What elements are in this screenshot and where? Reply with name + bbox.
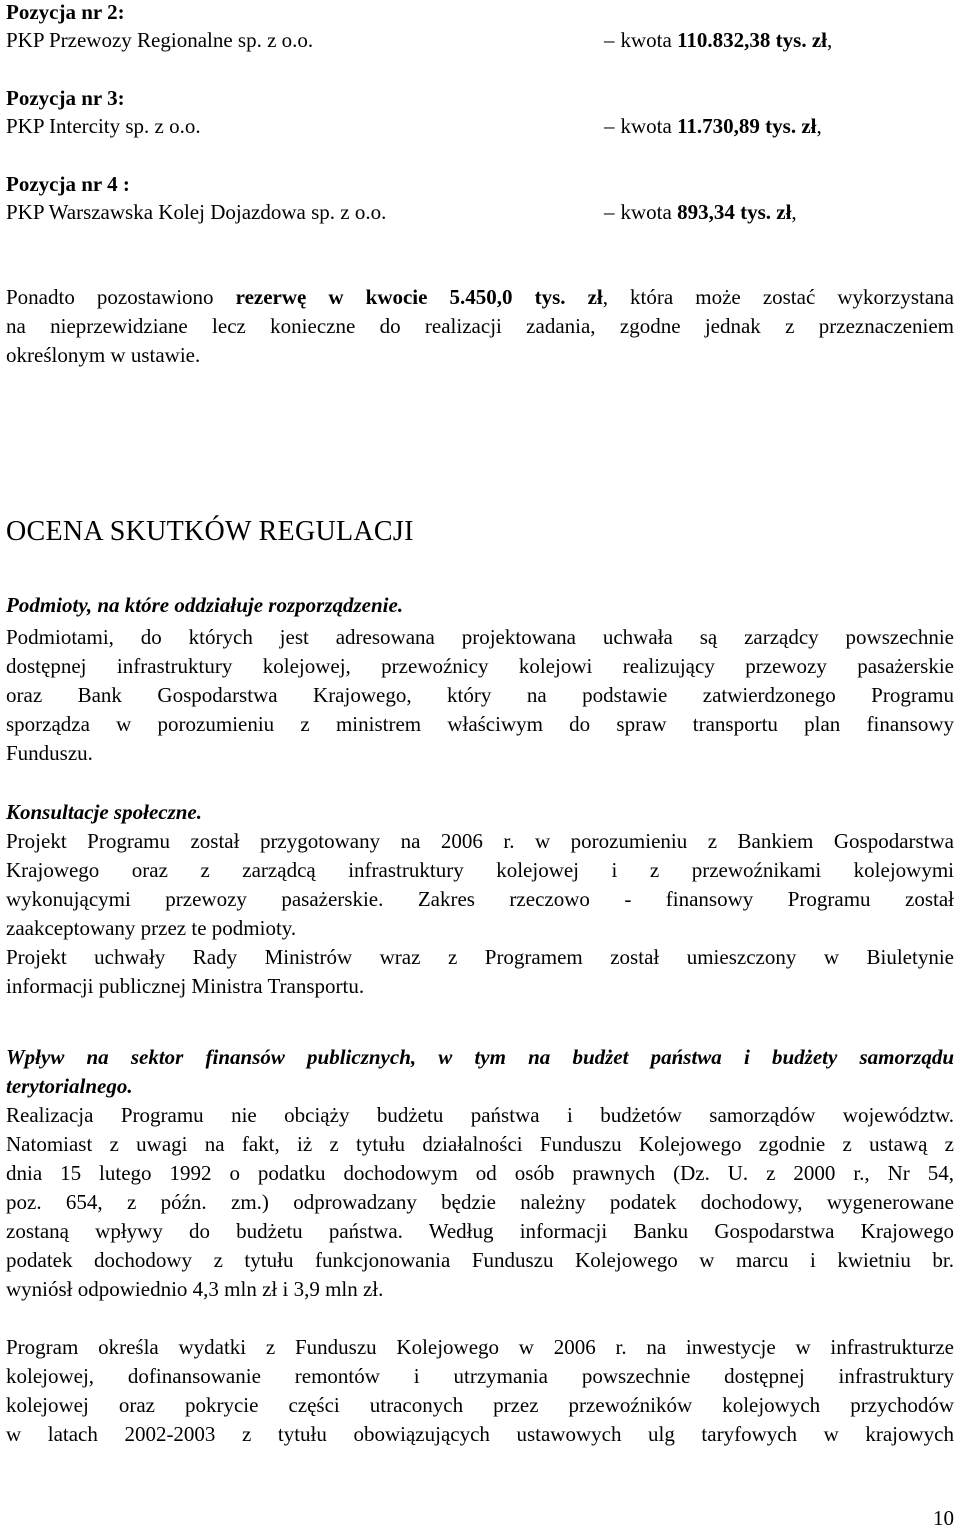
position-company: PKP Przewozy Regionalne sp. z o.o. <box>6 28 314 52</box>
position-company: PKP Warszawska Kolej Dojazdowa sp. z o.o. <box>6 200 387 224</box>
subjects-title: Podmioty, na które oddziałuje rozporządzenie. <box>6 593 404 617</box>
text-line: Podmiotami, do których jest adresowana projektowana uchwała są zarządcy powszechnie <box>6 625 954 649</box>
text-line: wyniósł odpowiednio 4,3 mln zł i 3,9 mln zł. <box>6 1277 384 1301</box>
text-line: kolejowej oraz pokrycie części utraconych przez przewoźników kolejowych przychodów <box>6 1393 954 1417</box>
text-line: Program określa wydatki z Funduszu Kolejowego w 2006 r. na inwestycje w infrastrukturze <box>6 1335 954 1359</box>
position-title: Pozycja nr 2: <box>6 0 125 24</box>
text-line: oraz Bank Gospodarstwa Krajowego, który na podstawie zatwierdzonego Programu <box>6 683 954 707</box>
consultations-paragraph <box>6 827 954 1001</box>
subjects-paragraph <box>6 623 954 768</box>
text-line: kolejowej, dofinansowanie remontów i utrzymania powszechnie dostępnej infrastruktury <box>6 1364 954 1388</box>
text-line: zaakceptowany przez te podmioty. <box>6 916 297 940</box>
impact-title <box>6 1043 954 1101</box>
text-line: Realizacja Programu nie obciąży budżetu państwa i budżetów samorządów województw. <box>6 1103 954 1127</box>
position-amount: – kwota 110.832,38 tys. zł, <box>604 28 833 52</box>
text-line: podatek dochodowy z tytułu funkcjonowania Funduszu Kolejowego w marcu i kwietniu br. <box>6 1248 954 1272</box>
program-paragraph <box>6 1333 954 1449</box>
reserve-line-2: na nieprzewidziane lecz konieczne do realizacji zadania, zgodne jednak z przeznaczeniem <box>6 314 954 338</box>
position-amount: – kwota 11.730,89 tys. zł, <box>604 114 822 138</box>
text-line: w latach 2002-2003 z tytułu obowiązujących ustawowych ulg taryfowych w krajowych <box>6 1422 954 1446</box>
reserve-line-1: Ponadto pozostawiono rezerwę w kwocie 5.450,0 tys. zł, która może zostać wykorzystana <box>6 285 954 309</box>
section-heading: OCENA SKUTKÓW REGULACJI <box>6 516 414 547</box>
text-line: dostępnej infrastruktury kolejowej, przewoźnicy kolejowi realizujący przewozy pasażerskie <box>6 654 954 678</box>
position-amount: – kwota 893,34 tys. zł, <box>604 200 797 224</box>
page-number: 10 <box>933 1506 954 1530</box>
consultations-title: Konsultacje społeczne. <box>6 800 203 824</box>
impact-paragraph <box>6 1101 954 1304</box>
impact-title-line: terytorialnego. <box>6 1074 133 1098</box>
reserve-line-3: określonym w ustawie. <box>6 343 201 367</box>
position-title: Pozycja nr 3: <box>6 86 125 110</box>
text-line: Krajowego oraz z zarządcą infrastruktury kolejowej i z przewoźnikami kolejowymi <box>6 858 954 882</box>
text-line: informacji publicznej Ministra Transportu. <box>6 974 365 998</box>
text-line: Projekt uchwały Rady Ministrów wraz z Programem został umieszczony w Biuletynie <box>6 945 954 969</box>
impact-title-line: Wpływ na sektor finansów publicznych, w tym na budżet państwa i budżety samorządu <box>6 1045 954 1069</box>
text-line: wykonującymi przewozy pasażerskie. Zakres rzeczowo - finansowy Programu został <box>6 887 954 911</box>
position-title: Pozycja nr 4 : <box>6 172 130 196</box>
text-line: Natomiast z uwagi na fakt, iż z tytułu działalności Funduszu Kolejowego zgodnie z ustawą z <box>6 1132 954 1156</box>
reserve-paragraph <box>6 283 954 370</box>
position-company: PKP Intercity sp. z o.o. <box>6 114 201 138</box>
text-line: sporządza w porozumieniu z ministrem właściwym do spraw transportu plan finansowy <box>6 712 954 736</box>
text-line: Projekt Programu został przygotowany na 2006 r. w porozumieniu z Bankiem Gospodarstwa <box>6 829 954 853</box>
text-line: zostaną wpływy do budżetu państwa. Według informacji Banku Gospodarstwa Krajowego <box>6 1219 954 1243</box>
text-line: dnia 15 lutego 1992 o podatku dochodowym od osób prawnych (Dz. U. z 2000 r., Nr 54, <box>6 1161 954 1185</box>
text-line: Funduszu. <box>6 741 93 765</box>
text-line: poz. 654, z późn. zm.) odprowadzany będzie należny podatek dochodowy, wygenerowane <box>6 1190 954 1214</box>
